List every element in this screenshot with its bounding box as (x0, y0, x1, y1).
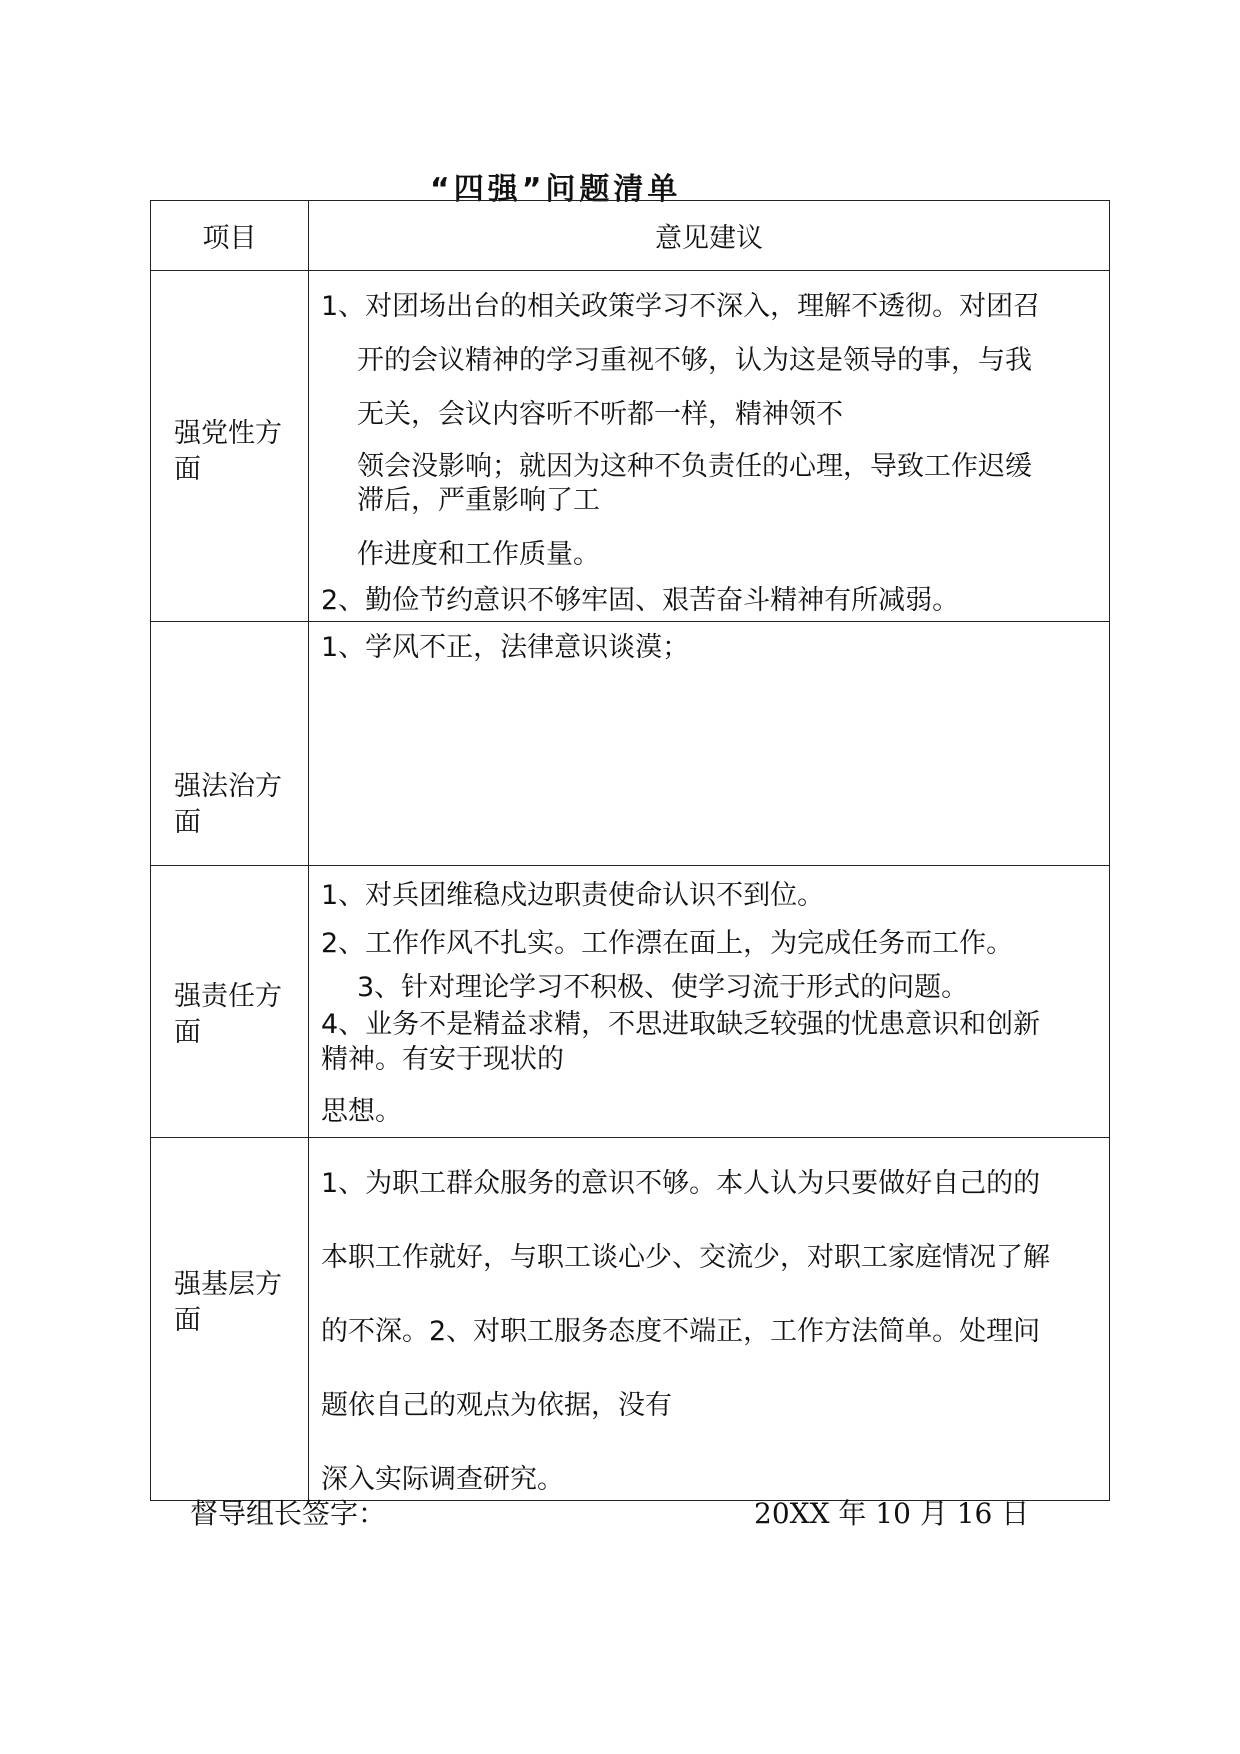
row-label-cell (151, 1138, 309, 1501)
signature-date: 20XX 年 10 月 16 日 (754, 1497, 1030, 1530)
content-line: 2、工作作风不扎实。工作漂在面上，为完成任务而工作。 (321, 928, 1014, 959)
header-suggestion: 意见建议 (309, 201, 1110, 271)
row-content (309, 1138, 1110, 1501)
content-line: 精神。有安于现状的 (321, 1044, 564, 1075)
content-line: 题依自己的观点为依据，没有 (321, 1390, 672, 1421)
content-line: 1、对兵团维稳戍边职责使命认识不到位。 (321, 880, 825, 911)
content-line: 4、业务不是精益求精，不思进取缺乏较强的忧患意识和创新 (321, 1009, 1041, 1040)
content-line: 开的会议精神的学习重视不够，认为这是领导的事，与我 (357, 345, 1032, 376)
row-content (309, 622, 1110, 866)
content-line: 的不深。2、对职工服务态度不端正，工作方法简单。处理问 (321, 1316, 1041, 1347)
content-line: 深入实际调查研究。 (321, 1464, 564, 1495)
content-line: 无关，会议内容听不听都一样，精神领不 (357, 399, 843, 430)
content-line: 1、对团场出台的相关政策学习不深入，理解不透彻。对团召 (321, 291, 1041, 322)
row-label: 强法治方面 (174, 771, 282, 838)
table-row (151, 1138, 1110, 1501)
row-content (309, 866, 1110, 1138)
row-label-cell (151, 271, 309, 622)
table-row (151, 866, 1110, 1138)
table-row (151, 622, 1110, 866)
table-header-row (151, 201, 1110, 271)
row-label: 强党性方面 (174, 418, 282, 485)
row-label: 强基层方面 (174, 1269, 282, 1336)
content-line: 思想。 (321, 1096, 402, 1127)
content-line: 1、为职工群众服务的意识不够。本人认为只要做好自己的的 (321, 1168, 1041, 1199)
supervisor-signature-label: 督导组长签字： (190, 1497, 387, 1530)
row-label: 强责任方面 (174, 981, 282, 1048)
row-label-cell (151, 622, 309, 866)
content-line: 本职工作就好，与职工谈心少、交流少，对职工家庭情况了解 (321, 1242, 1050, 1273)
issue-table (150, 200, 1110, 1501)
content-line: 作进度和工作质量。 (357, 539, 600, 570)
content-line: 2、勤俭节约意识不够牢固、艰苦奋斗精神有所减弱。 (321, 585, 960, 616)
content-line: 1、学风不正，法律意识谈漠； (321, 632, 690, 663)
page-title: “四强”问题清单 (430, 172, 682, 207)
content-line: 3、针对理论学习不积极、使学习流于形式的问题。 (357, 972, 969, 1003)
header-item: 项目 (151, 201, 309, 271)
row-label-cell (151, 866, 309, 1138)
table-row (151, 271, 1110, 622)
row-content (309, 271, 1110, 622)
content-line: 领会没影响；就因为这种不负责任的心理，导致工作迟缓 (357, 451, 1032, 482)
content-line: 滞后，严重影响了工 (357, 485, 600, 516)
